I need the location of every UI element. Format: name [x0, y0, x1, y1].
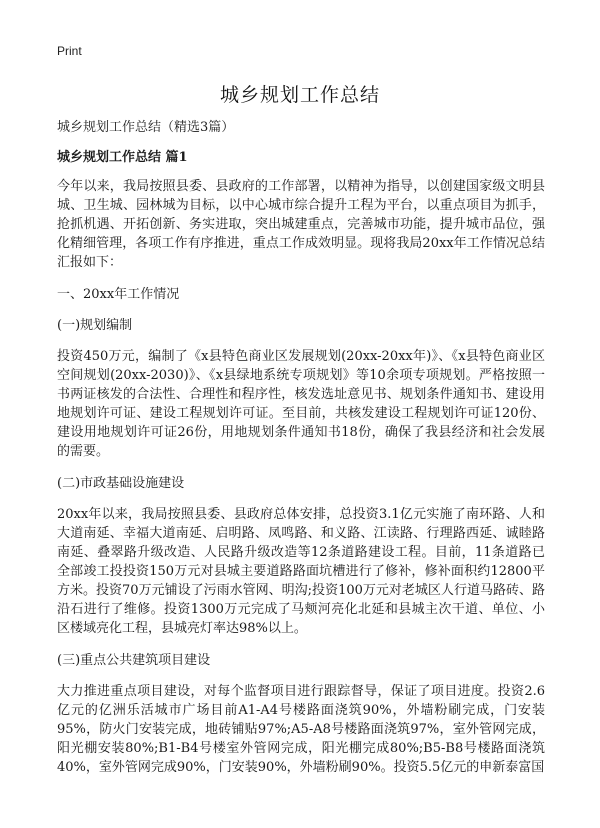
part-one-heading: 一、20xx年工作情况 — [57, 287, 180, 302]
subsection-3-paragraph: 大力推进重点项目建设，对每个监督项目进行跟踪督导，保证了项目进度。投资2.6亿元的亿洲乐活城市广场目前A1-A4号楼路面浇筑90%，外墙粉刷完成，门安装95%，防火门安装完成，地砖铺贴97%;A5-A8号楼路面浇筑97%，室外管网完成，阳光棚安装80%;B1-B4号楼室外管网完成，阳光棚完成80%;B5-B8号楼路面浇筑40%，室外管网完成90%，门安装90%，外墙粉刷90%。投资5.5亿元的申新泰富国 — [57, 684, 545, 775]
intro-paragraph: 今年以来，我局按照县委、县政府的工作部署，以精神为指导，以创建国家级文明县城、卫生城、园林城为目标，以中心城市综合提升工程为平台，以重点项目为抓手，抢抓机遇、开拓创新、务实进取，突出城建重点，完善城市功能，提升城市品位，强化精细管理，各项工作有序推进，重点工作成效明显。现将我局20xx年工作情况总结汇报如下： — [57, 179, 545, 270]
subsection-2-heading: (二)市政基础设施建设 — [57, 476, 185, 491]
subsection-3-heading: (三)重点公共建筑项目建设 — [57, 653, 211, 668]
section-title: 城乡规划工作总结 篇1 — [57, 150, 188, 165]
print-label[interactable]: Print — [57, 44, 82, 58]
document-subtitle: 城乡规划工作总结（精选3篇） — [57, 120, 235, 135]
page-title: 城乡规划工作总结 — [219, 84, 380, 106]
document-body — [57, 118, 545, 790]
subsection-2-paragraph: 20xx年以来，我局按照县委、县政府总体安排，总投资3.1亿元实施了南环路、人和大道南延、幸福大道南延、启明路、凤鸣路、和义路、江读路、行理路西延、诚睦路南延、叠翠路升级改造、人民路升级改造等12条道路建设工程。目前，11条道路已全部竣工投投资150万元对县城主要道路路面坑槽进行了修补，修补面积约12800平方米。投资70万元铺设了污雨水管网、明沟;投资100万元对老城区人行道马路砖、路沿石进行了维修。投资1300万元完成了马颊河亮化北延和县城主次干道、单位、小区楼域亮化工程，县城亮灯率达98%以上。 — [57, 507, 545, 636]
subsection-1-heading: (一)规划编制 — [57, 318, 133, 333]
subsection-1-paragraph: 投资450万元，编制了《x县特色商业区发展规划(20xx-20xx年)》、《x县特色商业区空间规划(20xx-2030)》、《x县绿地系统专项规划》等10余项专项规划。严格按照一书两证核发的合法性、合理性和程序性，核发选址意见书、规划条件通知书、建设用地规划许可证、建设工程规划许可证。至目前，共核发建设工程规划许可证120份、建设用地规划许可证26份，用地规划条件通知书18份，确保了我县经济和社会发展的需要。 — [57, 349, 545, 459]
